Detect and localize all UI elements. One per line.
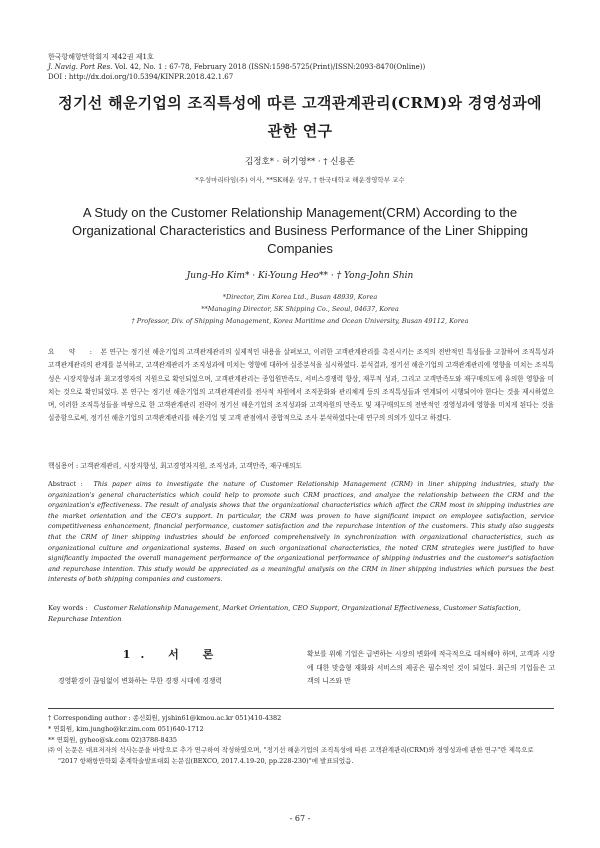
paper-title-ko [0,91,600,143]
doi-line[interactable]: DOI : http://dx.doi.org/10.5394/KINPR.2018.42.1.67 [48,73,234,81]
affiliation-ko: *우성마리타임(주) 이사, **SK해운 상무, † 한국대학교 해운경영학부 교수 [195,176,405,184]
keywords-en-label: Key words : [48,604,88,612]
abstract-ko-label: 요 약 : [48,348,98,356]
section-1-left-column: 경영환경이 끊임없이 변화하는 무한 경쟁 시대에 경쟁력 [58,677,222,685]
authors-ko: 김정호* · 허기영** · † 신용존 [245,157,355,167]
keywords-en [48,603,554,625]
footnote-author-2: ** 연회원, gyheo@sk.com 02)3788-8435 [48,735,178,744]
section-1-heading: 1. 서 론 [122,648,224,661]
footnote-divider [48,708,554,709]
paper-title-en: A Study on the Customer Relationship Management(CRM) According to the Organizational Characteristics and Business Performance of the Liner Shipping Companies [72,205,528,256]
keywords-en-text: Customer Relationship Management, Market Orientation, CEO Support, Organizational Effectiveness, Customer Satisfaction, Repurchase Intention [48,604,521,623]
title-ko-line1: 정기선 해운기업의 조직특성에 따른 고객관계관리(CRM)와 경영성과에 [58,94,542,112]
affiliation-en-2: **Managing Director, SK Shipping Co., Seoul, 04637, Korea [201,305,399,313]
abstract-ko-text: 본 연구는 정기선 해운기업의 고객관계관리의 실제적인 내용을 살펴보고, 이러한 고객관계관리를 촉진시키는 조직의 전반적인 특성들을 고찰하여 조직특성과 고객관계관리의 관계를 분석하고, 고객관계관리가 조직성과에 미치는 영향에 대하여 실증분석을 실시하였다. 분석결과, 정기선 해운기업의 고객관계관리에 영향을 미치는 조직특성은 시장지향성과 최고경영자의 지원으로 확인되었으며, 고객관계관리는 종업원만족도, 서비스경쟁력 향상, 재무적 성과, 그리고 고객만족도와 재구매의도에 유의한 영향을 미치는 것으로 확인되었다. 본 연구는 정기선 해운기업의 고객관계관리를 전사적 차원에서 조직문화와 관리체계 등의 조직특성들과 연계되어 시행되어야 한다는 것을 제시하였으며, 이러한 조직특성들을 바탕으로 한 고객관계관리 전략이 정기선 해운기업의 조직성과와 고객차원의 만족도 및 재구매의도의 전반적인 경영성과에 영향을 미치게 된다는 것을 실증함으로써, 정기선 해운기업의 고객관계관리를 해운기업 및 고객 관점에서 종합적으로 조사 분석하였다는데 연구의 의의가 있다고 하겠다. [48,348,554,423]
affiliation-en-1: *Director, Zim Korea Ltd., Busan 48939, Korea [222,293,378,301]
footnote-corresponding: † Corresponding author : 종신회원, yjshin61@kmou.ac.kr 051)410-4382 [48,714,282,722]
footnotes [48,713,554,767]
abstract-en [48,479,554,585]
journal-header [48,52,425,82]
page-number: - 67 - [289,814,311,823]
keywords-ko [48,461,554,472]
footnote-note: ㈜ 이 논문은 대표저자의 석사논문을 바탕으로 추가 연구하여 작성하였으며, "정기선 해운기업의 조직특성에 따른 고객관계관리(CRM)와 경영성과에 관한 연구"란 제목으로 "2017 항해항만학회 춘계학술발표대회 논문집(BEXCO, 2017.4.19-20, pp.228-230)"에 발표되었음. [48,746,534,766]
keywords-ko-label: 핵심용어 : [48,462,79,470]
affiliations-en [0,291,600,327]
journal-volume-info: Vol. 42, No. 1 : 67-78, February 2018 (ISSN:1598-5725(Print)/ISSN:2093-8470(Online)) [114,63,426,71]
journal-citation [48,62,425,72]
authors-en: Jung-Ho Kim* · Ki-Young Heo** · † Yong-John Shin [186,271,414,281]
journal-abbrev: J. Navig. Port Res. [48,63,113,71]
keywords-ko-text: 고객관계관리, 시장지향성, 최고경영자지원, 조직성과, 고객만족, 재구매의도 [80,462,302,470]
abstract-en-label: Abstract : [48,480,83,488]
abstract-en-text: This paper aims to investigate the nature of Customer Relationship Management (CRM) in liner shipping industries, study the organization's general characteristics which could help to promote such CRM practices, and analyze the relationship between the CRM and the organization's effectiveness. The result of analysis shows that the organizational characteristics which affect the CRM most in shipping industries are the market orientation and the CEO's support. In particular, the CRM was proven to have significant impact on employee satisfaction, service competitiveness enhancement, financial performance, customer satisfaction and the repurchase intention of the customers. This study also suggests that the CRM of liner shipping industries should be enforced comprehensively in synchronization with organizational characteristics, such as organizational culture and organizational systems. Based on such organizational characteristics, the noted CRM strategies were justified to have significantly impacted the overall management performance of the organizational performance of shipping industries and the customer's satisfaction and repurchase intention. This study would be appreciated as a meaningful analysis on the CRM in liner shipping industries which pursues the best interests of both shipping companies and customers. [48,480,554,584]
affiliation-en-3: † Professor, Div. of Shipping Management, Korea Maritime and Ocean University, Busan 49112, Korea [131,317,469,325]
section-1-right-column: 확보를 위해 기업은 급변하는 시장의 변화에 적극적으로 대처해야 하며, 고객과 시장에 대한 맞춤형 재화와 서비스의 제공은 필수적인 것이 되었다. 최근의 기업들은 고객의 니즈와 만 [307,650,555,685]
footnote-author-1: * 연회원, kim.jungho@kr.zim.com 051)640-1712 [48,724,204,733]
title-ko-line2: 관한 연구 [267,122,333,140]
abstract-ko [48,346,554,426]
journal-name-ko: 한국항해항만학회지 제42권 제1호 [48,53,154,61]
